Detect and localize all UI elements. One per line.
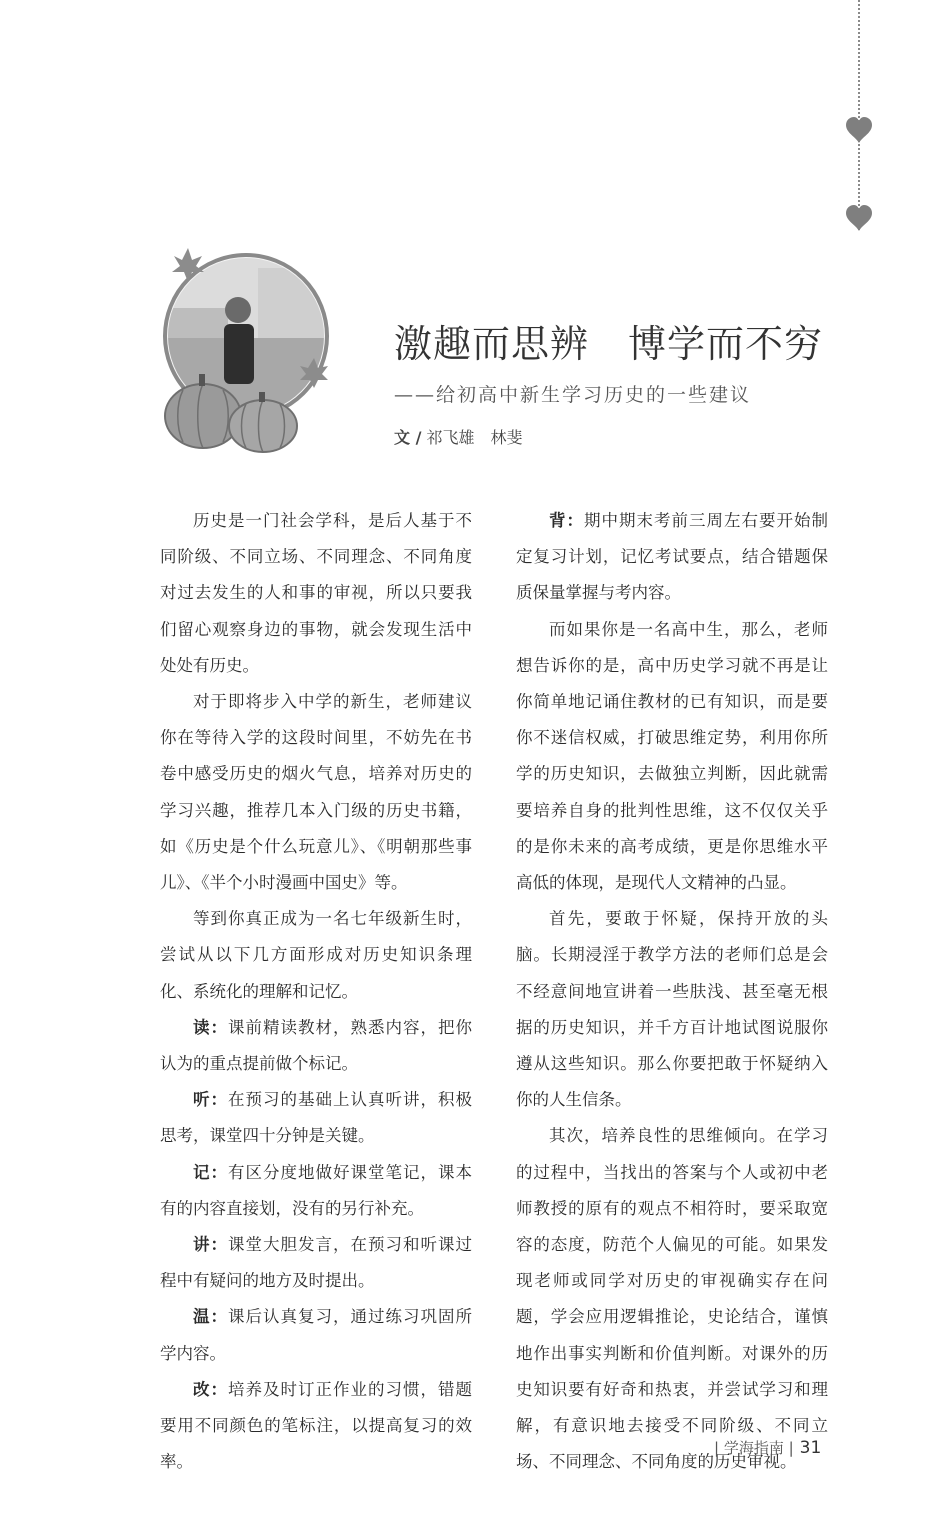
paragraph-keyword: 改：	[193, 1379, 228, 1399]
paragraph	[160, 1155, 472, 1227]
article-subtitle: ——给初高中新生学习历史的一些建议	[394, 384, 752, 406]
author-names: 祁飞雄 林斐	[426, 428, 523, 447]
magazine-name: | 学海指南 |	[714, 1439, 794, 1457]
paragraph	[160, 1227, 472, 1299]
paragraph	[160, 1299, 472, 1371]
paragraph	[160, 1082, 472, 1154]
article-title: 激趣而思辨 博学而不穷	[394, 322, 824, 366]
paragraph: 首先，要敢于怀疑，保持开放的头脑。长期浸淫于教学方法的老师们总是会不经意间地宣讲着一些肤浅、甚至毫无根据的历史知识，并千方百计地试图说服你遵从这些知识。那么你要把敢于怀疑纳入你的人生信条。	[516, 909, 828, 1110]
paragraph	[160, 1010, 472, 1082]
paragraph: 对于即将步入中学的新生，老师建议你在等待入学的这段时间里，不妨先在书卷中感受历史的烟火气息，培养对历史的学习兴趣，推荐几本入门级的历史书籍，如《历史是个什么玩意儿》、《明朝那些事儿》、《半个小时漫画中国史》等。	[160, 692, 472, 893]
author-line	[394, 425, 523, 448]
paragraph-text: 期中期末考前三周左右要开始制定复习计划，记忆考试要点，结合错题保质保量掌握与考内容。	[516, 511, 828, 603]
paragraph-keyword: 温：	[193, 1307, 228, 1327]
left-column	[160, 503, 472, 1480]
paragraph-keyword: 听：	[193, 1090, 228, 1110]
paragraph-keyword: 记：	[193, 1162, 228, 1182]
paragraph-text: 课后认真复习，通过练习巩固所学内容。	[160, 1307, 472, 1363]
paragraph-keyword: 背：	[549, 511, 584, 530]
paragraph: 等到你真正成为一名七年级新生时，尝试从以下几方面形成对历史知识条理化、系统化的理解和记忆。	[160, 909, 472, 1001]
paragraph-text: 在预习的基础上认真听讲，积极思考，课堂四十分钟是关键。	[160, 1090, 472, 1146]
author-portrait-photo	[158, 248, 333, 453]
paragraph-text: 课前精读教材，熟悉内容，把你认为的重点提前做个标记。	[160, 1017, 472, 1074]
paragraph: 其次，培养良性的思维倾向。在学习的过程中，当找出的答案与个人或初中老师教授的原有的观点不相符时，要采取宽容的态度，防范个人偏见的可能。如果发现老师或同学对历史的审视确实存在问题，学会应用逻辑推论，史论结合，谨慎地作出事实判断和价值判断。对课外的历史知识要有好奇和热衷，并尝试学习和理解，有意识地去接受不同阶级、不同立场、不同理念、不同角度的历史审视。	[516, 1126, 828, 1472]
paragraph: 而如果你是一名高中生，那么，老师想告诉你的是，高中历史学习就不再是让你简单地记诵住教材的已有知识，而是要你不迷信权威，打破思维定势，利用你所学的历史知识，去做独立判断，因此就需要培养自身的批判性思维，这不仅仅关乎的是你未来的高考成绩，更是你思维水平高低的体现，是现代人文精神的凸显。	[516, 619, 828, 893]
paragraph-text: 课堂大胆发言，在预习和听课过程中有疑问的地方及时提出。	[160, 1235, 472, 1291]
paragraph: 历史是一门社会学科，是后人基于不同阶级、不同立场、不同理念、不同角度对过去发生的人和事的审视，所以只要我们留心观察身边的事物，就会发现生活中处处有历史。	[160, 511, 472, 675]
paragraph-keyword: 讲：	[193, 1235, 228, 1255]
right-column	[516, 503, 828, 1480]
heart-icon	[844, 115, 874, 145]
heart-icon	[844, 203, 874, 233]
paragraph-text: 培养及时订正作业的习惯，错题要用不同颜色的笔标注，以提高复习的效率。	[160, 1379, 472, 1472]
paragraph	[160, 1372, 472, 1481]
page-number: 31	[799, 1438, 822, 1458]
page-footer	[714, 1437, 821, 1458]
paragraph-keyword: 读：	[193, 1017, 228, 1037]
author-prefix: 文 /	[394, 428, 422, 447]
paragraph-text: 有区分度地做好课堂笔记，课本有的内容直接划，没有的另行补充。	[160, 1162, 472, 1218]
paragraph	[516, 503, 828, 612]
